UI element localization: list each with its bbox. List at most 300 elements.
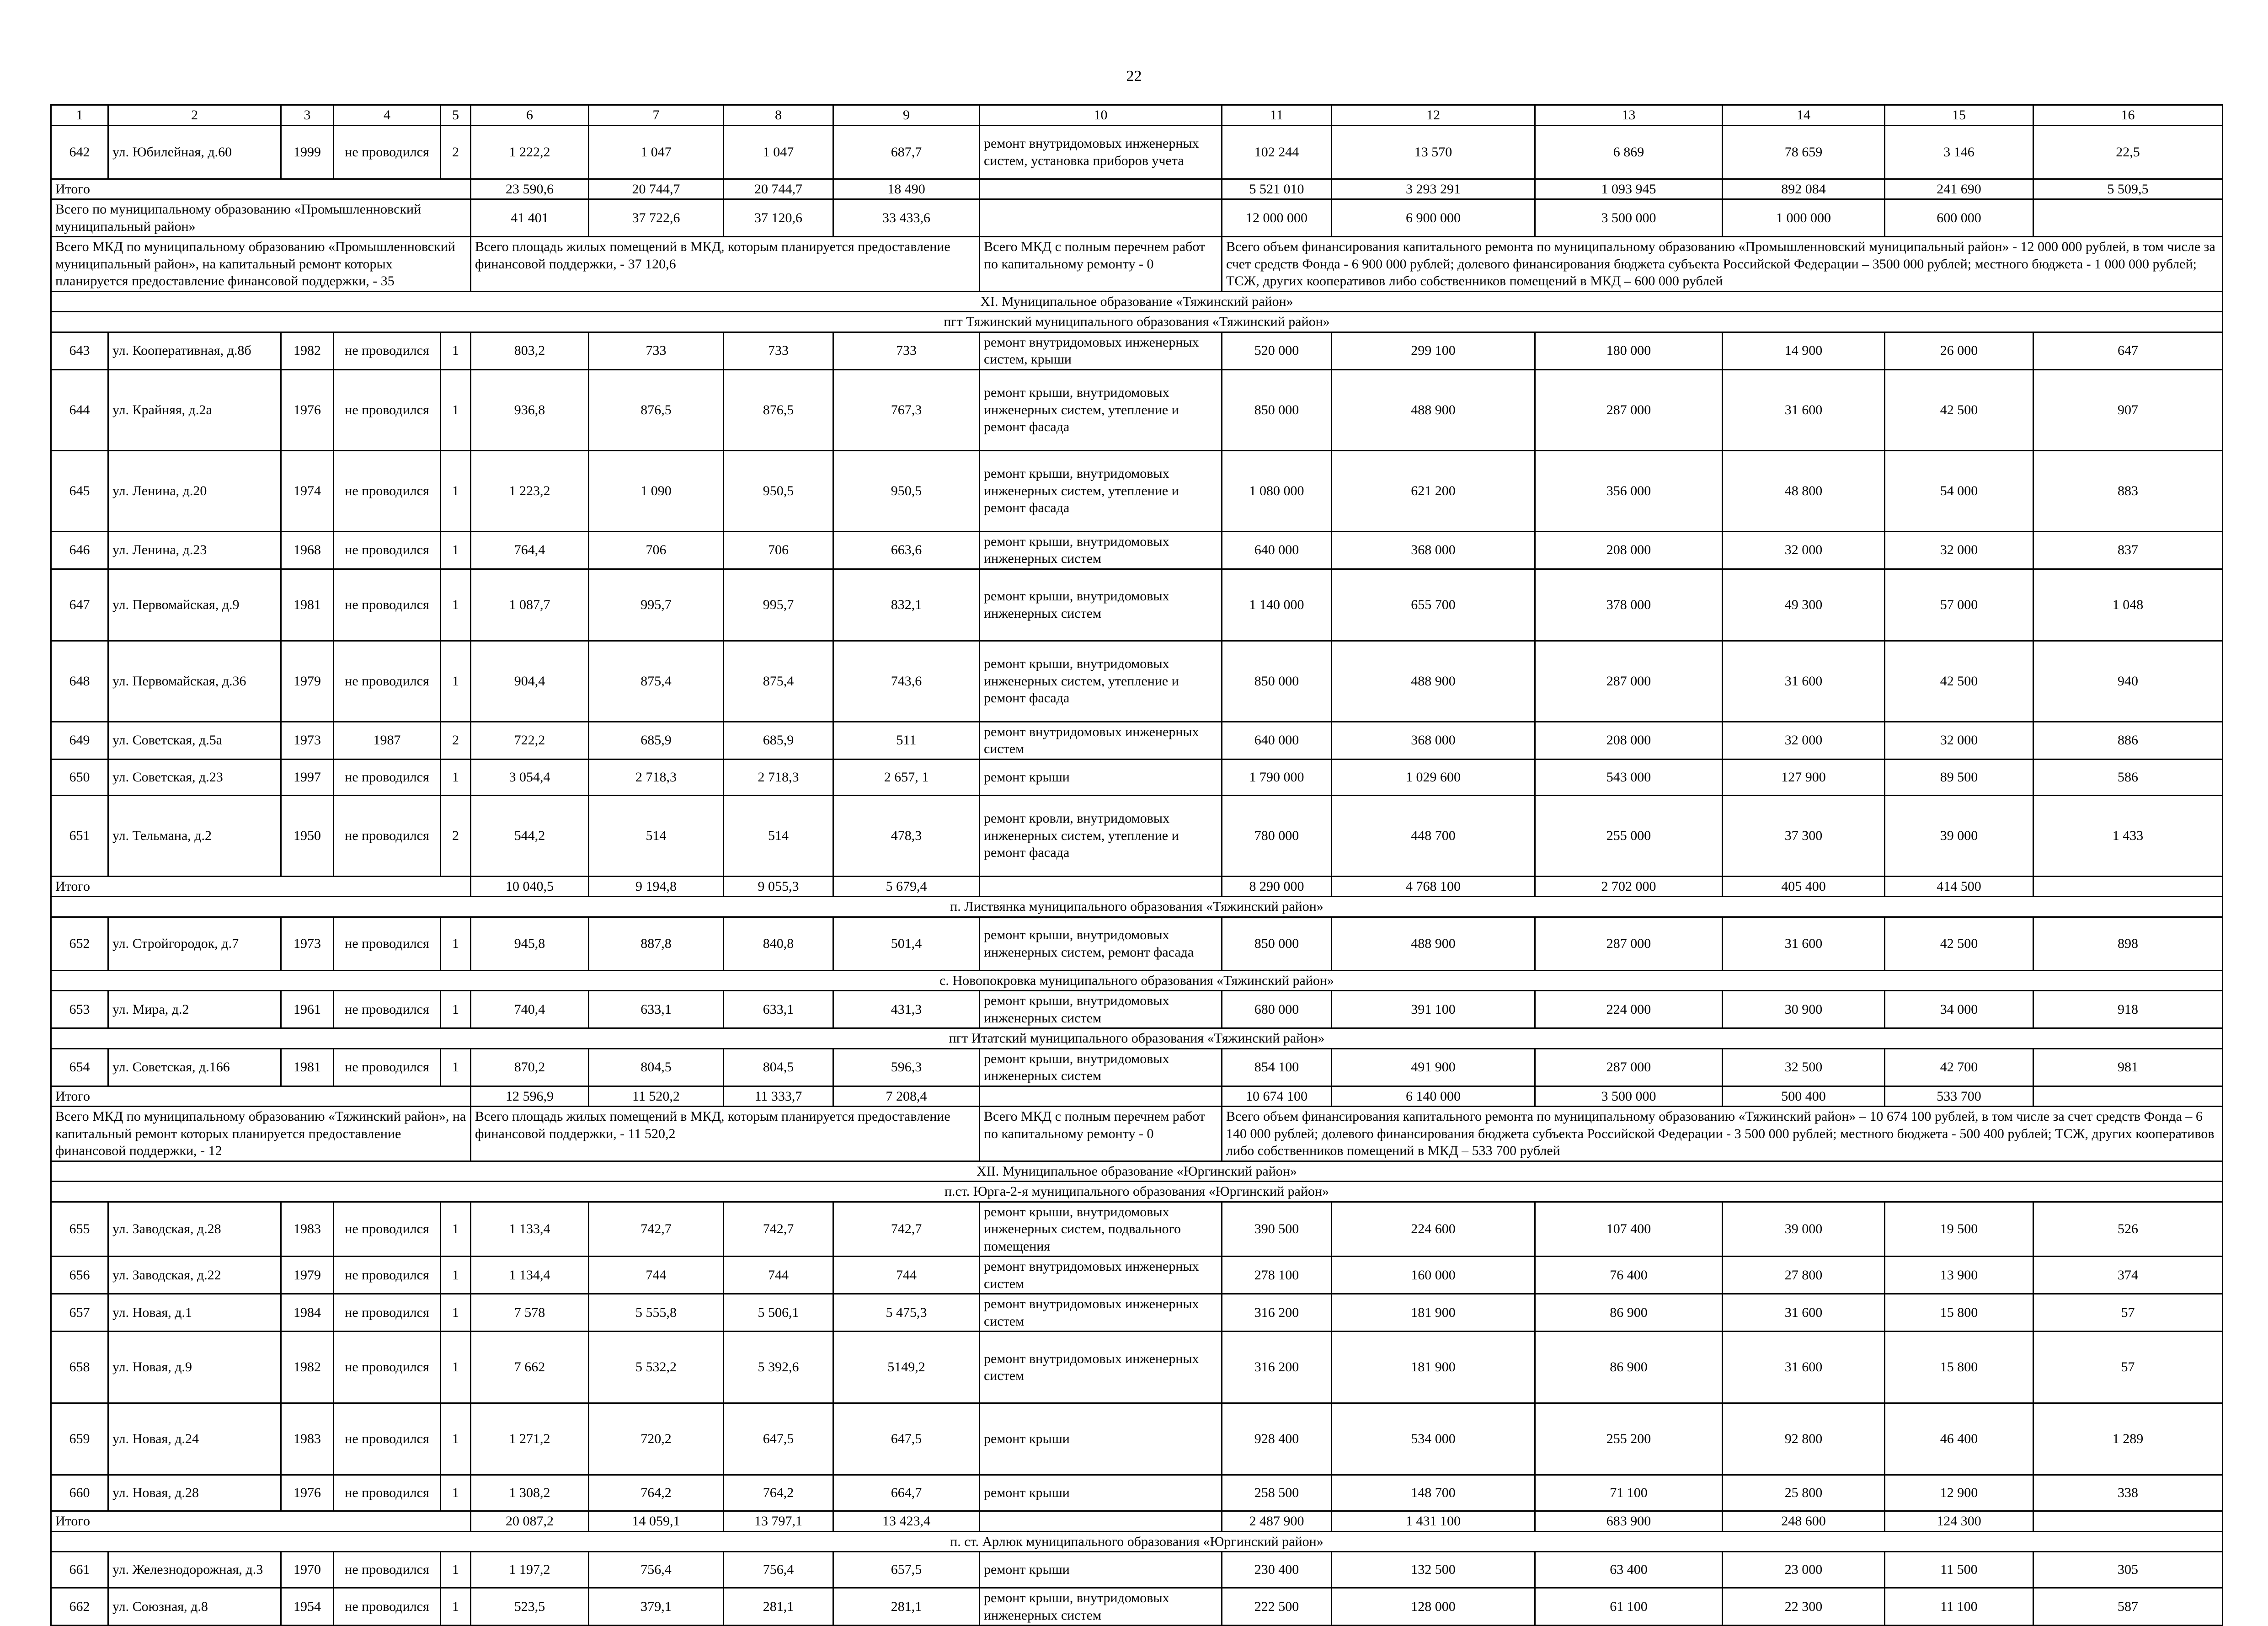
table-cell: 656 [51, 1257, 108, 1294]
table-cell: 1974 [281, 450, 334, 531]
table-cell: 224 000 [1535, 991, 1723, 1028]
table-cell: 127 900 [1723, 759, 1885, 795]
table-cell: 34 000 [1885, 991, 2033, 1028]
table-cell: ул. Юбилейная, д.60 [108, 125, 281, 179]
table-cell: 1 090 [589, 450, 724, 531]
table-cell: 431,3 [833, 991, 980, 1028]
table-cell: 1 [441, 991, 471, 1028]
table-cell: ремонт кровли, внутридомовых инженерных систем, утепление и ремонт фасада [980, 795, 1222, 876]
table-cell: 3 054,4 [471, 759, 589, 795]
total-cell: 20 087,2 [471, 1511, 589, 1532]
table-row [51, 1294, 2223, 1332]
total-cell [2033, 1511, 2223, 1532]
table-cell: 1 080 000 [1222, 450, 1332, 531]
column-number-header-row [51, 105, 2223, 126]
table-cell: ул. Железнодорожная, д.3 [108, 1552, 281, 1588]
total-cell [2033, 199, 2223, 237]
table-cell: 390 500 [1222, 1202, 1332, 1257]
total-cell: 600 000 [1885, 199, 2033, 237]
total-cell [2033, 876, 2223, 897]
section-title: XII. Муниципальное образование «Юргинский район» [51, 1161, 2223, 1182]
table-row [51, 1332, 2223, 1403]
table-cell: 181 900 [1332, 1332, 1535, 1403]
table-cell: 621 200 [1332, 450, 1535, 531]
table-cell: 876,5 [589, 369, 724, 450]
table-cell: 1954 [281, 1588, 334, 1626]
table-cell: 42 500 [1885, 917, 2033, 970]
total-cell: 37 120,6 [724, 199, 833, 237]
table-cell: 648 [51, 641, 108, 722]
table-cell: 148 700 [1332, 1475, 1535, 1511]
total-cell: 11 520,2 [589, 1086, 724, 1107]
table-cell: не проводился [334, 369, 441, 450]
table-cell: 657 [51, 1294, 108, 1332]
table-cell: ул. Заводская, д.22 [108, 1257, 281, 1294]
total-row [51, 179, 2223, 199]
section-header-row [51, 1161, 2223, 1182]
total-cell: 33 433,6 [833, 199, 980, 237]
table-cell: 756,4 [589, 1552, 724, 1588]
table-cell: 305 [2033, 1552, 2223, 1588]
table-cell: 316 200 [1222, 1294, 1332, 1332]
table-cell: не проводился [334, 991, 441, 1028]
table-cell: 657,5 [833, 1552, 980, 1588]
table-cell: 1970 [281, 1552, 334, 1588]
table-cell: 664,7 [833, 1475, 980, 1511]
table-cell: 940 [2033, 641, 2223, 722]
table-cell: 981 [2033, 1048, 2223, 1086]
table-cell: 31 600 [1723, 1332, 1885, 1403]
total-cell: 6 140 000 [1332, 1086, 1535, 1107]
table-cell: 42 500 [1885, 369, 2033, 450]
table-row [51, 795, 2223, 876]
table-cell: ремонт крыши, внутридомовых инженерных систем [980, 991, 1222, 1028]
table-row [51, 450, 2223, 531]
table-cell: 643 [51, 332, 108, 369]
total-cell: 3 500 000 [1535, 199, 1723, 237]
table-cell: ул. Крайняя, д.2а [108, 369, 281, 450]
table-cell: ремонт крыши, внутридомовых инженерных систем [980, 569, 1222, 641]
total-cell: 2 487 900 [1222, 1511, 1332, 1532]
table-cell: ул. Новая, д.24 [108, 1403, 281, 1475]
table-cell: 804,5 [724, 1048, 833, 1086]
table-cell: 488 900 [1332, 369, 1535, 450]
table-cell: 287 000 [1535, 369, 1723, 450]
table-cell: 1981 [281, 569, 334, 641]
summary-financing: Всего объем финансирования капитального ремонта по муниципальному образованию «Промышленновский муниципальный район» - 12 000 000 рублей, в том числе за счет средств Фонда - 6 900 000 рублей; долевого финансирования бюджета субъекта Российской Федерации – 3500 000 рублей; местного бюджета - 1 000 000 рублей; ТСЖ, других кооперативов либо собственников помещений в МКД – 600 000 рублей [1222, 237, 2223, 292]
table-cell: 31 600 [1723, 369, 1885, 450]
table-cell: 680 000 [1222, 991, 1332, 1028]
table-row [51, 1552, 2223, 1588]
table-cell: 1 [441, 1403, 471, 1475]
table-cell: 514 [724, 795, 833, 876]
total-cell: 9 194,8 [589, 876, 724, 897]
table-cell: 950,5 [724, 450, 833, 531]
summary-area: Всего площадь жилых помещений в МКД, которым планируется предоставление финансовой поддержки, - 11 520,2 [471, 1107, 980, 1161]
table-cell: 1 [441, 1257, 471, 1294]
table-cell: 32 000 [1723, 722, 1885, 759]
table-cell: 733 [724, 332, 833, 369]
table-cell: 744 [833, 1257, 980, 1294]
table-cell: ремонт крыши [980, 759, 1222, 795]
table-cell: 633,1 [724, 991, 833, 1028]
table-cell: 685,9 [724, 722, 833, 759]
total-cell: 13 423,4 [833, 1511, 980, 1532]
table-cell: ул. Мира, д.2 [108, 991, 281, 1028]
table-cell: 208 000 [1535, 722, 1723, 759]
table-cell: 644 [51, 369, 108, 450]
total-row [51, 199, 2223, 237]
total-cell: 6 900 000 [1332, 199, 1535, 237]
table-cell: 936,8 [471, 369, 589, 450]
table-cell: 61 100 [1535, 1588, 1723, 1626]
total-cell: 248 600 [1723, 1511, 1885, 1532]
total-cell: 500 400 [1723, 1086, 1885, 1107]
table-cell: 832,1 [833, 569, 980, 641]
table-cell: не проводился [334, 332, 441, 369]
table-cell: 107 400 [1535, 1202, 1723, 1257]
table-cell: ремонт крыши [980, 1475, 1222, 1511]
table-cell: 945,8 [471, 917, 589, 970]
table-cell: 1 140 000 [1222, 569, 1332, 641]
table-cell: ул. Союзная, д.8 [108, 1588, 281, 1626]
column-number-header: 16 [2033, 105, 2223, 126]
table-cell: 1 [441, 1294, 471, 1332]
table-cell: 633,1 [589, 991, 724, 1028]
total-cell: 5 679,4 [833, 876, 980, 897]
table-cell: 2 [441, 722, 471, 759]
table-cell: 12 900 [1885, 1475, 2033, 1511]
table-cell: 54 000 [1885, 450, 2033, 531]
table-cell: 1 [441, 450, 471, 531]
table-cell: 31 600 [1723, 917, 1885, 970]
table-cell: 1 048 [2033, 569, 2223, 641]
column-number-header: 15 [1885, 105, 2033, 126]
table-cell: 649 [51, 722, 108, 759]
table-cell: 543 000 [1535, 759, 1723, 795]
table-cell: 647,5 [833, 1403, 980, 1475]
table-cell: 544,2 [471, 795, 589, 876]
table-cell: 655 700 [1332, 569, 1535, 641]
table-cell: 32 000 [1885, 531, 2033, 569]
table-cell: 49 300 [1723, 569, 1885, 641]
table-cell: ремонт крыши, внутридомовых инженерных систем [980, 1588, 1222, 1626]
table-cell: 448 700 [1332, 795, 1535, 876]
table-cell: 501,4 [833, 917, 980, 970]
table-cell: 46 400 [1885, 1403, 2033, 1475]
table-cell: 837 [2033, 531, 2223, 569]
table-cell: 287 000 [1535, 917, 1723, 970]
total-cell: 1 000 000 [1723, 199, 1885, 237]
total-cell: 12 596,9 [471, 1086, 589, 1107]
table-cell: 722,2 [471, 722, 589, 759]
total-cell [980, 1511, 1222, 1532]
table-row [51, 1257, 2223, 1294]
total-cell: 241 690 [1885, 179, 2033, 199]
table-cell: 659 [51, 1403, 108, 1475]
table-cell: 742,7 [833, 1202, 980, 1257]
table-cell: 660 [51, 1475, 108, 1511]
table-cell: 767,3 [833, 369, 980, 450]
total-cell: 683 900 [1535, 1511, 1723, 1532]
table-cell: 1 [441, 759, 471, 795]
table-cell: 22 300 [1723, 1588, 1885, 1626]
table-cell: 883 [2033, 450, 2223, 531]
section-title: п.ст. Юрга-2-я муниципального образования «Юргинский район» [51, 1182, 2223, 1202]
total-cell: 5 509,5 [2033, 179, 2223, 199]
table-cell: 478,3 [833, 795, 980, 876]
table-cell: 904,4 [471, 641, 589, 722]
table-cell: 526 [2033, 1202, 2223, 1257]
table-cell: 63 400 [1535, 1552, 1723, 1588]
table-cell: 3 146 [1885, 125, 2033, 179]
table-cell: 258 500 [1222, 1475, 1332, 1511]
table-cell: 5 555,8 [589, 1294, 724, 1332]
table-cell: 1982 [281, 332, 334, 369]
table-cell: ул. Новая, д.28 [108, 1475, 281, 1511]
total-cell: 37 722,6 [589, 199, 724, 237]
table-cell: 651 [51, 795, 108, 876]
table-cell: 31 600 [1723, 1294, 1885, 1332]
table-cell: 875,4 [589, 641, 724, 722]
table-cell: 180 000 [1535, 332, 1723, 369]
table-cell: 523,5 [471, 1588, 589, 1626]
total-cell: 11 333,7 [724, 1086, 833, 1107]
table-cell: 1 [441, 1475, 471, 1511]
table-cell: 1983 [281, 1403, 334, 1475]
table-cell: не проводился [334, 450, 441, 531]
table-cell: 647 [51, 569, 108, 641]
total-cell [980, 199, 1222, 237]
table-cell: 655 [51, 1202, 108, 1257]
table-cell: 71 100 [1535, 1475, 1723, 1511]
total-label: Итого [51, 1086, 471, 1107]
table-cell: 534 000 [1332, 1403, 1535, 1475]
total-cell [2033, 1086, 2223, 1107]
table-cell: ул. Первомайская, д.9 [108, 569, 281, 641]
table-cell: 37 300 [1723, 795, 1885, 876]
table-cell: ремонт крыши, внутридомовых инженерных систем, утепление и ремонт фасада [980, 450, 1222, 531]
table-cell: 706 [589, 531, 724, 569]
table-cell: 740,4 [471, 991, 589, 1028]
table-cell: 39 000 [1885, 795, 2033, 876]
summary-full-repair-count: Всего МКД с полным перечнем работ по капитальному ремонту - 0 [980, 1107, 1222, 1161]
table-cell: 1 [441, 1048, 471, 1086]
total-cell: 2 702 000 [1535, 876, 1723, 897]
table-cell: не проводился [334, 1257, 441, 1294]
total-cell: 20 744,7 [724, 179, 833, 199]
table-cell: 1983 [281, 1202, 334, 1257]
table-cell: ул. Стройгородок, д.7 [108, 917, 281, 970]
table-cell: ремонт внутридомовых инженерных систем, крыши [980, 332, 1222, 369]
table-row [51, 125, 2223, 179]
table-cell: не проводился [334, 1048, 441, 1086]
table-cell: 742,7 [724, 1202, 833, 1257]
table-cell: 15 800 [1885, 1332, 2033, 1403]
table-row [51, 1048, 2223, 1086]
table-cell: 1973 [281, 722, 334, 759]
table-cell: 650 [51, 759, 108, 795]
table-cell: 646 [51, 531, 108, 569]
table-cell: 287 000 [1535, 1048, 1723, 1086]
section-title: с. Новопокровка муниципального образования «Тяжинский район» [51, 970, 2223, 991]
table-cell: 7 578 [471, 1294, 589, 1332]
section-header-row [51, 1531, 2223, 1552]
table-cell: ремонт крыши, внутридомовых инженерных систем, утепление и ремонт фасада [980, 369, 1222, 450]
summary-houses-count: Всего МКД по муниципальному образованию «Тяжинский район», на капитальный ремонт которых планируется предоставление финансовой поддержки, - 12 [51, 1107, 471, 1161]
table-cell: 1 433 [2033, 795, 2223, 876]
table-cell: ремонт внутридомовых инженерных систем [980, 1257, 1222, 1294]
table-cell: 950,5 [833, 450, 980, 531]
table-cell: 1 [441, 1202, 471, 1257]
column-number-header: 13 [1535, 105, 1723, 126]
total-cell: 18 490 [833, 179, 980, 199]
table-cell: 661 [51, 1552, 108, 1588]
total-cell: 1 431 100 [1332, 1511, 1535, 1532]
table-cell: ул. Ленина, д.20 [108, 450, 281, 531]
table-cell: 1981 [281, 1048, 334, 1086]
column-number-header: 8 [724, 105, 833, 126]
summary-row [51, 237, 2223, 292]
table-cell: 850 000 [1222, 369, 1332, 450]
total-cell: 10 674 100 [1222, 1086, 1332, 1107]
table-row [51, 369, 2223, 450]
table-cell: 928 400 [1222, 1403, 1332, 1475]
table-cell: ул. Советская, д.166 [108, 1048, 281, 1086]
table-cell: 1 029 600 [1332, 759, 1535, 795]
table-cell: 1979 [281, 1257, 334, 1294]
table-cell: 1 [441, 531, 471, 569]
table-cell: 316 200 [1222, 1332, 1332, 1403]
total-cell [980, 1086, 1222, 1107]
table-cell: 224 600 [1332, 1202, 1535, 1257]
table-cell: 875,4 [724, 641, 833, 722]
table-row [51, 332, 2223, 369]
table-cell: 658 [51, 1332, 108, 1403]
total-row [51, 1511, 2223, 1532]
table-cell: 132 500 [1332, 1552, 1535, 1588]
table-row [51, 1202, 2223, 1257]
section-title: п. Листвянка муниципального образования «Тяжинский район» [51, 897, 2223, 917]
total-cell: 23 590,6 [471, 179, 589, 199]
table-row [51, 641, 2223, 722]
table-row [51, 991, 2223, 1028]
total-cell: 533 700 [1885, 1086, 2033, 1107]
summary-houses-count: Всего МКД по муниципальному образованию «Промышленновский муниципальный район», на капитальный ремонт которых планируется предоставление финансовой поддержки, - 35 [51, 237, 471, 292]
table-cell: 1 133,4 [471, 1202, 589, 1257]
table-cell: ремонт крыши, внутридомовых инженерных систем [980, 531, 1222, 569]
section-header-row [51, 1182, 2223, 1202]
table-cell: 1 [441, 917, 471, 970]
table-cell: 587 [2033, 1588, 2223, 1626]
table-cell: 733 [833, 332, 980, 369]
table-cell: 13 570 [1332, 125, 1535, 179]
table-cell: 744 [724, 1257, 833, 1294]
table-cell: 1 223,2 [471, 450, 589, 531]
total-cell: 3 500 000 [1535, 1086, 1723, 1107]
table-cell: не проводился [334, 1588, 441, 1626]
table-cell: ул. Советская, д.23 [108, 759, 281, 795]
table-cell: 854 100 [1222, 1048, 1332, 1086]
table-cell: 1 087,7 [471, 569, 589, 641]
table-cell: 1999 [281, 125, 334, 179]
table-cell: 15 800 [1885, 1294, 2033, 1332]
table-cell: 1 289 [2033, 1403, 2223, 1475]
table-cell: 586 [2033, 759, 2223, 795]
table-cell: ремонт внутридомовых инженерных систем [980, 1294, 1222, 1332]
table-cell: 488 900 [1332, 917, 1535, 970]
table-cell: не проводился [334, 759, 441, 795]
table-cell: 30 900 [1723, 991, 1885, 1028]
table-cell: не проводился [334, 531, 441, 569]
table-cell: 898 [2033, 917, 2223, 970]
table-cell: 706 [724, 531, 833, 569]
table-cell: 5149,2 [833, 1332, 980, 1403]
table-cell: 86 900 [1535, 1332, 1723, 1403]
table-cell: 1 197,2 [471, 1552, 589, 1588]
table-row [51, 917, 2223, 970]
table-cell: 78 659 [1723, 125, 1885, 179]
table-cell: 368 000 [1332, 722, 1535, 759]
total-cell: 3 293 291 [1332, 179, 1535, 199]
table-cell: 1 [441, 1552, 471, 1588]
column-number-header: 2 [108, 105, 281, 126]
summary-financing: Всего объем финансирования капитального ремонта по муниципальному образованию «Тяжинский район» – 10 674 100 рублей, в том числе за счет средств Фонда – 6 140 000 рублей; долевого финансирования бюджета субъекта Российской Федерации - 3 500 000 рублей; местного бюджета - 500 400 рублей; ТСЖ, других кооперативов либо собственников помещений в МКД – 533 700 рублей [1222, 1107, 2223, 1161]
table-cell: 1 047 [589, 125, 724, 179]
table-cell: 596,3 [833, 1048, 980, 1086]
table-cell: 640 000 [1222, 531, 1332, 569]
total-cell: 41 401 [471, 199, 589, 237]
table-cell: 733 [589, 332, 724, 369]
table-cell: 374 [2033, 1257, 2223, 1294]
table-cell: 7 662 [471, 1332, 589, 1403]
table-cell: 92 800 [1723, 1403, 1885, 1475]
table-cell: 764,2 [724, 1475, 833, 1511]
table-cell: ул. Первомайская, д.36 [108, 641, 281, 722]
table-cell: 5 475,3 [833, 1294, 980, 1332]
table-cell: ремонт крыши [980, 1403, 1222, 1475]
table-row [51, 1588, 2223, 1626]
table-cell: 652 [51, 917, 108, 970]
table-cell: не проводился [334, 569, 441, 641]
table-cell: 2 718,3 [724, 759, 833, 795]
table-cell: не проводился [334, 795, 441, 876]
section-title: п. ст. Арлюк муниципального образования «Юргинский район» [51, 1531, 2223, 1552]
table-cell: 1976 [281, 1475, 334, 1511]
total-cell: 5 521 010 [1222, 179, 1332, 199]
table-cell: 22,5 [2033, 125, 2223, 179]
table-cell: 995,7 [724, 569, 833, 641]
table-cell: 222 500 [1222, 1588, 1332, 1626]
section-title: XI. Муниципальное образование «Тяжинский район» [51, 291, 2223, 312]
table-cell: 803,2 [471, 332, 589, 369]
section-header-row [51, 291, 2223, 312]
page-number: 22 [1126, 68, 1142, 85]
table-cell: 57 000 [1885, 569, 2033, 641]
table-cell: 1987 [334, 722, 441, 759]
capital-repair-table [50, 104, 2223, 1626]
table-cell: 742,7 [589, 1202, 724, 1257]
table-cell: 42 700 [1885, 1048, 2033, 1086]
table-cell: 887,8 [589, 917, 724, 970]
table-cell: 645 [51, 450, 108, 531]
table-cell: 26 000 [1885, 332, 2033, 369]
table-cell: 654 [51, 1048, 108, 1086]
table-cell: 14 900 [1723, 332, 1885, 369]
section-header-row [51, 897, 2223, 917]
table-cell: 840,8 [724, 917, 833, 970]
column-number-header: 12 [1332, 105, 1535, 126]
